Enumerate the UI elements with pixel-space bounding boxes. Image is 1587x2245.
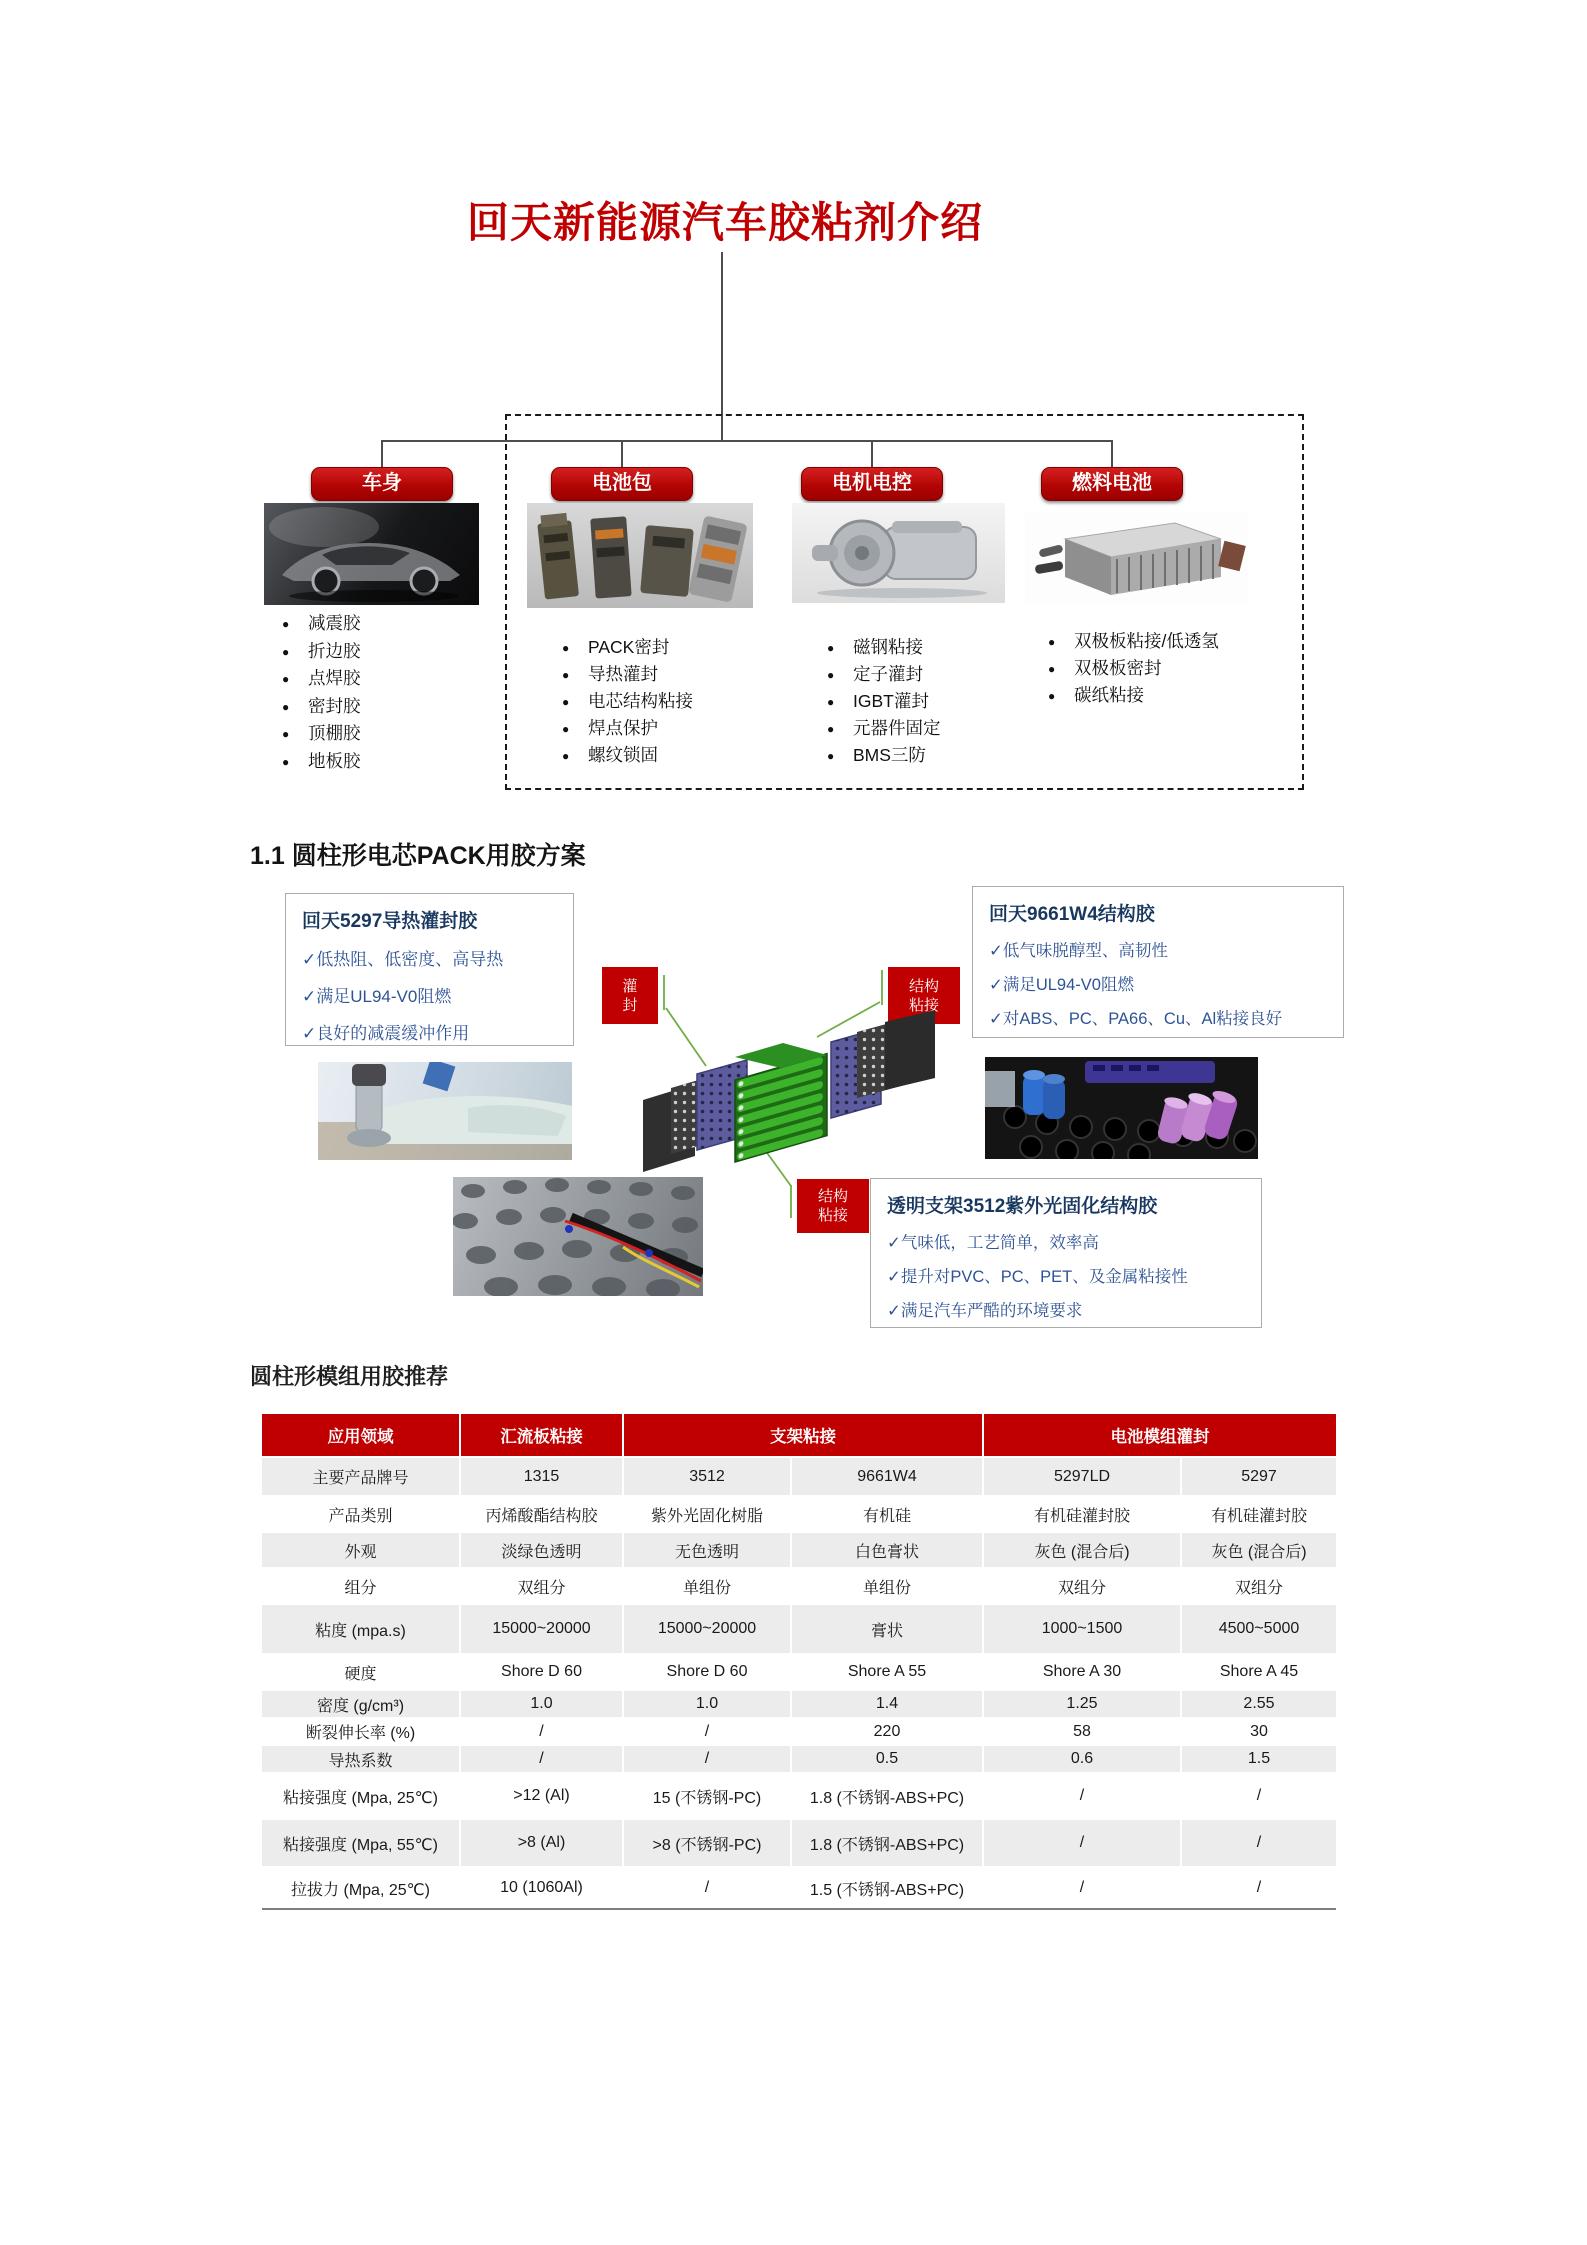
row-label: 导热系数 — [262, 1744, 459, 1772]
table-row — [262, 1653, 1336, 1689]
category-button-fuelcell: 燃料电池 — [1041, 467, 1183, 501]
page-title: 回天新能源汽车胶粘剂介绍 — [466, 199, 983, 246]
tree-stem-line — [721, 252, 723, 440]
table-row — [262, 1866, 1336, 1908]
table-row — [262, 1603, 1336, 1653]
fuel-cell-photo — [1025, 513, 1248, 603]
battery-pack-adhesive-list — [562, 634, 693, 769]
cell: 10 (1060Al) — [459, 1866, 622, 1908]
cell-holder-tray-photo — [453, 1177, 703, 1296]
cell: / — [1180, 1818, 1336, 1866]
callout-item: ✓满足UL94-V0阻燃 — [989, 976, 1134, 994]
cell: 双组分 — [459, 1567, 622, 1603]
header-module-potting: 电池模组灌封 — [982, 1414, 1336, 1456]
row-label: 产品类别 — [262, 1495, 459, 1531]
cell: 有机硅灌封胶 — [1180, 1495, 1336, 1531]
car-body-photo — [264, 503, 479, 605]
table-title: 圆柱形模组用胶推荐 — [250, 1364, 449, 1389]
section-heading: 1.1 圆柱形电芯PACK用胶方案 — [250, 842, 586, 870]
callout-title: 回天9661W4结构胶 — [989, 904, 1155, 925]
table-row — [262, 1818, 1336, 1866]
callout-item: ✓提升对PVC、PC、PET、及金属粘接性 — [887, 1268, 1188, 1286]
callout-title: 透明支架3512紫外光固化结构胶 — [887, 1196, 1158, 1217]
cell: / — [622, 1717, 790, 1744]
list-item: ● 定子灌封 — [827, 661, 941, 688]
callout-item: ✓低气味脱醇型、高韧性 — [989, 942, 1168, 960]
cell: 15000~20000 — [622, 1603, 790, 1653]
cell: Shore A 45 — [1180, 1653, 1336, 1689]
list-item: ● IGBT灌封 — [827, 688, 941, 715]
table-row — [262, 1495, 1336, 1531]
category-button-motor: 电机电控 — [801, 467, 943, 501]
cell: 紫外光固化树脂 — [622, 1495, 790, 1531]
list-item: ● 双极板粘接/低透氢 — [1048, 628, 1219, 655]
cell: 3512 — [622, 1456, 790, 1495]
cell: Shore D 60 — [459, 1653, 622, 1689]
cell: 灰色 (混合后) — [982, 1531, 1180, 1567]
row-label: 粘接强度 (Mpa, 55℃) — [262, 1818, 459, 1866]
list-item: ● 螺纹锁固 — [562, 742, 693, 769]
table-row — [262, 1531, 1336, 1567]
cell: >12 (Al) — [459, 1772, 622, 1818]
row-label: 硬度 — [262, 1653, 459, 1689]
category-button-battery: 电池包 — [551, 467, 693, 501]
callout-item: ✓气味低，工艺简单，效率高 — [887, 1234, 1099, 1252]
cell: 无色透明 — [622, 1531, 790, 1567]
cell: 1.8 (不锈钢-ABS+PC) — [790, 1818, 982, 1866]
table-row — [262, 1772, 1336, 1818]
list-item: ● 顶棚胶 — [282, 720, 361, 748]
potting-application-photo — [318, 1062, 572, 1160]
callout-item: ✓满足UL94-V0阻燃 — [302, 987, 452, 1006]
cell: / — [1180, 1866, 1336, 1908]
row-label: 主要产品牌号 — [262, 1456, 459, 1495]
cell: 5297LD — [982, 1456, 1180, 1495]
cell: / — [982, 1866, 1180, 1908]
table-row — [262, 1456, 1336, 1495]
cell: 1.5 — [1180, 1744, 1336, 1772]
cell: 丙烯酸酯结构胶 — [459, 1495, 622, 1531]
cell: 30 — [1180, 1717, 1336, 1744]
cell: 58 — [982, 1717, 1180, 1744]
cell: 1.0 — [622, 1689, 790, 1717]
cell: 有机硅 — [790, 1495, 982, 1531]
label-text: 结构粘接 — [817, 1188, 848, 1224]
callout-item: ✓低热阻、低密度、高导热 — [302, 950, 504, 969]
table-header-row — [262, 1414, 1336, 1456]
cell: Shore D 60 — [622, 1653, 790, 1689]
cell: 单组份 — [790, 1567, 982, 1603]
cell: 有机硅灌封胶 — [982, 1495, 1180, 1531]
cell: 2.55 — [1180, 1689, 1336, 1717]
cell: 0.5 — [790, 1744, 982, 1772]
list-item: ● 元器件固定 — [827, 715, 941, 742]
callout-5297 — [285, 893, 574, 1046]
cell: 单组份 — [622, 1567, 790, 1603]
cell: 15 (不锈钢-PC) — [622, 1772, 790, 1818]
cell: >8 (Al) — [459, 1818, 622, 1866]
label-text: 结构粘接 — [908, 977, 939, 1014]
table-row — [262, 1717, 1336, 1744]
cell: Shore A 30 — [982, 1653, 1180, 1689]
list-item: ● BMS三防 — [827, 742, 941, 769]
category-button-body: 车身 — [311, 467, 453, 501]
table-row — [262, 1689, 1336, 1717]
cell: 双组分 — [1180, 1567, 1336, 1603]
list-item: ● 减震胶 — [282, 610, 361, 638]
header-busbar-bonding: 汇流板粘接 — [459, 1414, 622, 1456]
motor-controller-photo — [792, 503, 1005, 603]
row-label: 粘度 (mpa.s) — [262, 1603, 459, 1653]
cell: 1315 — [459, 1456, 622, 1495]
table-row — [262, 1744, 1336, 1772]
callout-item: ✓良好的减震缓冲作用 — [302, 1024, 470, 1043]
motor-adhesive-list — [827, 634, 941, 769]
cell: 1.25 — [982, 1689, 1180, 1717]
list-item: ● 密封胶 — [282, 693, 361, 721]
row-label: 密度 (g/cm³) — [262, 1689, 459, 1717]
list-item: ● 地板胶 — [282, 748, 361, 776]
row-label: 外观 — [262, 1531, 459, 1567]
row-label: 拉拔力 (Mpa, 25℃) — [262, 1866, 459, 1908]
cell: 220 — [790, 1717, 982, 1744]
list-item: ● 焊点保护 — [562, 715, 693, 742]
body-adhesive-list — [282, 610, 361, 775]
cell: 1.4 — [790, 1689, 982, 1717]
label-text: 灌封 — [622, 977, 638, 1014]
fuel-cell-adhesive-list — [1048, 628, 1219, 709]
cell: 双组分 — [982, 1567, 1180, 1603]
cell: / — [622, 1744, 790, 1772]
cell: 9661W4 — [790, 1456, 982, 1495]
list-item: ● 双极板密封 — [1048, 655, 1219, 682]
exploded-module-diagram — [635, 1008, 943, 1176]
cell: 白色膏状 — [790, 1531, 982, 1567]
list-item: ● 导热灌封 — [562, 661, 693, 688]
row-label: 组分 — [262, 1567, 459, 1603]
callout-item: ✓满足汽车严酷的环境要求 — [887, 1302, 1083, 1320]
cell: 淡绿色透明 — [459, 1531, 622, 1567]
row-label: 断裂伸长率 (%) — [262, 1717, 459, 1744]
cell: / — [982, 1818, 1180, 1866]
list-item: ● PACK密封 — [562, 634, 693, 661]
cell: 15000~20000 — [459, 1603, 622, 1653]
table-row — [262, 1567, 1336, 1603]
cell: 1.5 (不锈钢-ABS+PC) — [790, 1866, 982, 1908]
list-item: ● 点焊胶 — [282, 665, 361, 693]
cell: / — [459, 1717, 622, 1744]
row-label: 粘接强度 (Mpa, 25℃) — [262, 1772, 459, 1818]
tree-drop-line-body — [381, 440, 383, 468]
list-item: ● 折边胶 — [282, 638, 361, 666]
callout-9661w4 — [972, 886, 1344, 1038]
cell: 膏状 — [790, 1603, 982, 1653]
cell: 4500~5000 — [1180, 1603, 1336, 1653]
cell: >8 (不锈钢-PC) — [622, 1818, 790, 1866]
cell: / — [622, 1866, 790, 1908]
cell: 0.6 — [982, 1744, 1180, 1772]
cell: 1.8 (不锈钢-ABS+PC) — [790, 1772, 982, 1818]
cell: / — [1180, 1772, 1336, 1818]
header-bracket-bonding: 支架粘接 — [622, 1414, 982, 1456]
list-item: ● 磁钢粘接 — [827, 634, 941, 661]
cell: / — [982, 1772, 1180, 1818]
list-item: ● 电芯结构粘接 — [562, 688, 693, 715]
cell: / — [459, 1744, 622, 1772]
cell: 灰色 (混合后) — [1180, 1531, 1336, 1567]
battery-cells-photo — [985, 1057, 1258, 1159]
cell: 1000~1500 — [982, 1603, 1180, 1653]
battery-pack-photo — [527, 503, 753, 608]
cell: Shore A 55 — [790, 1653, 982, 1689]
callout-item: ✓对ABS、PC、PA66、Cu、Al粘接良好 — [989, 1010, 1283, 1028]
list-item: ● 碳纸粘接 — [1048, 682, 1219, 709]
cell: 5297 — [1180, 1456, 1336, 1495]
cell: 1.0 — [459, 1689, 622, 1717]
spec-table-container — [262, 1414, 1336, 1910]
callout-title: 回天5297导热灌封胶 — [302, 911, 478, 932]
spec-table — [262, 1414, 1336, 1910]
header-application-field: 应用领域 — [262, 1414, 459, 1456]
